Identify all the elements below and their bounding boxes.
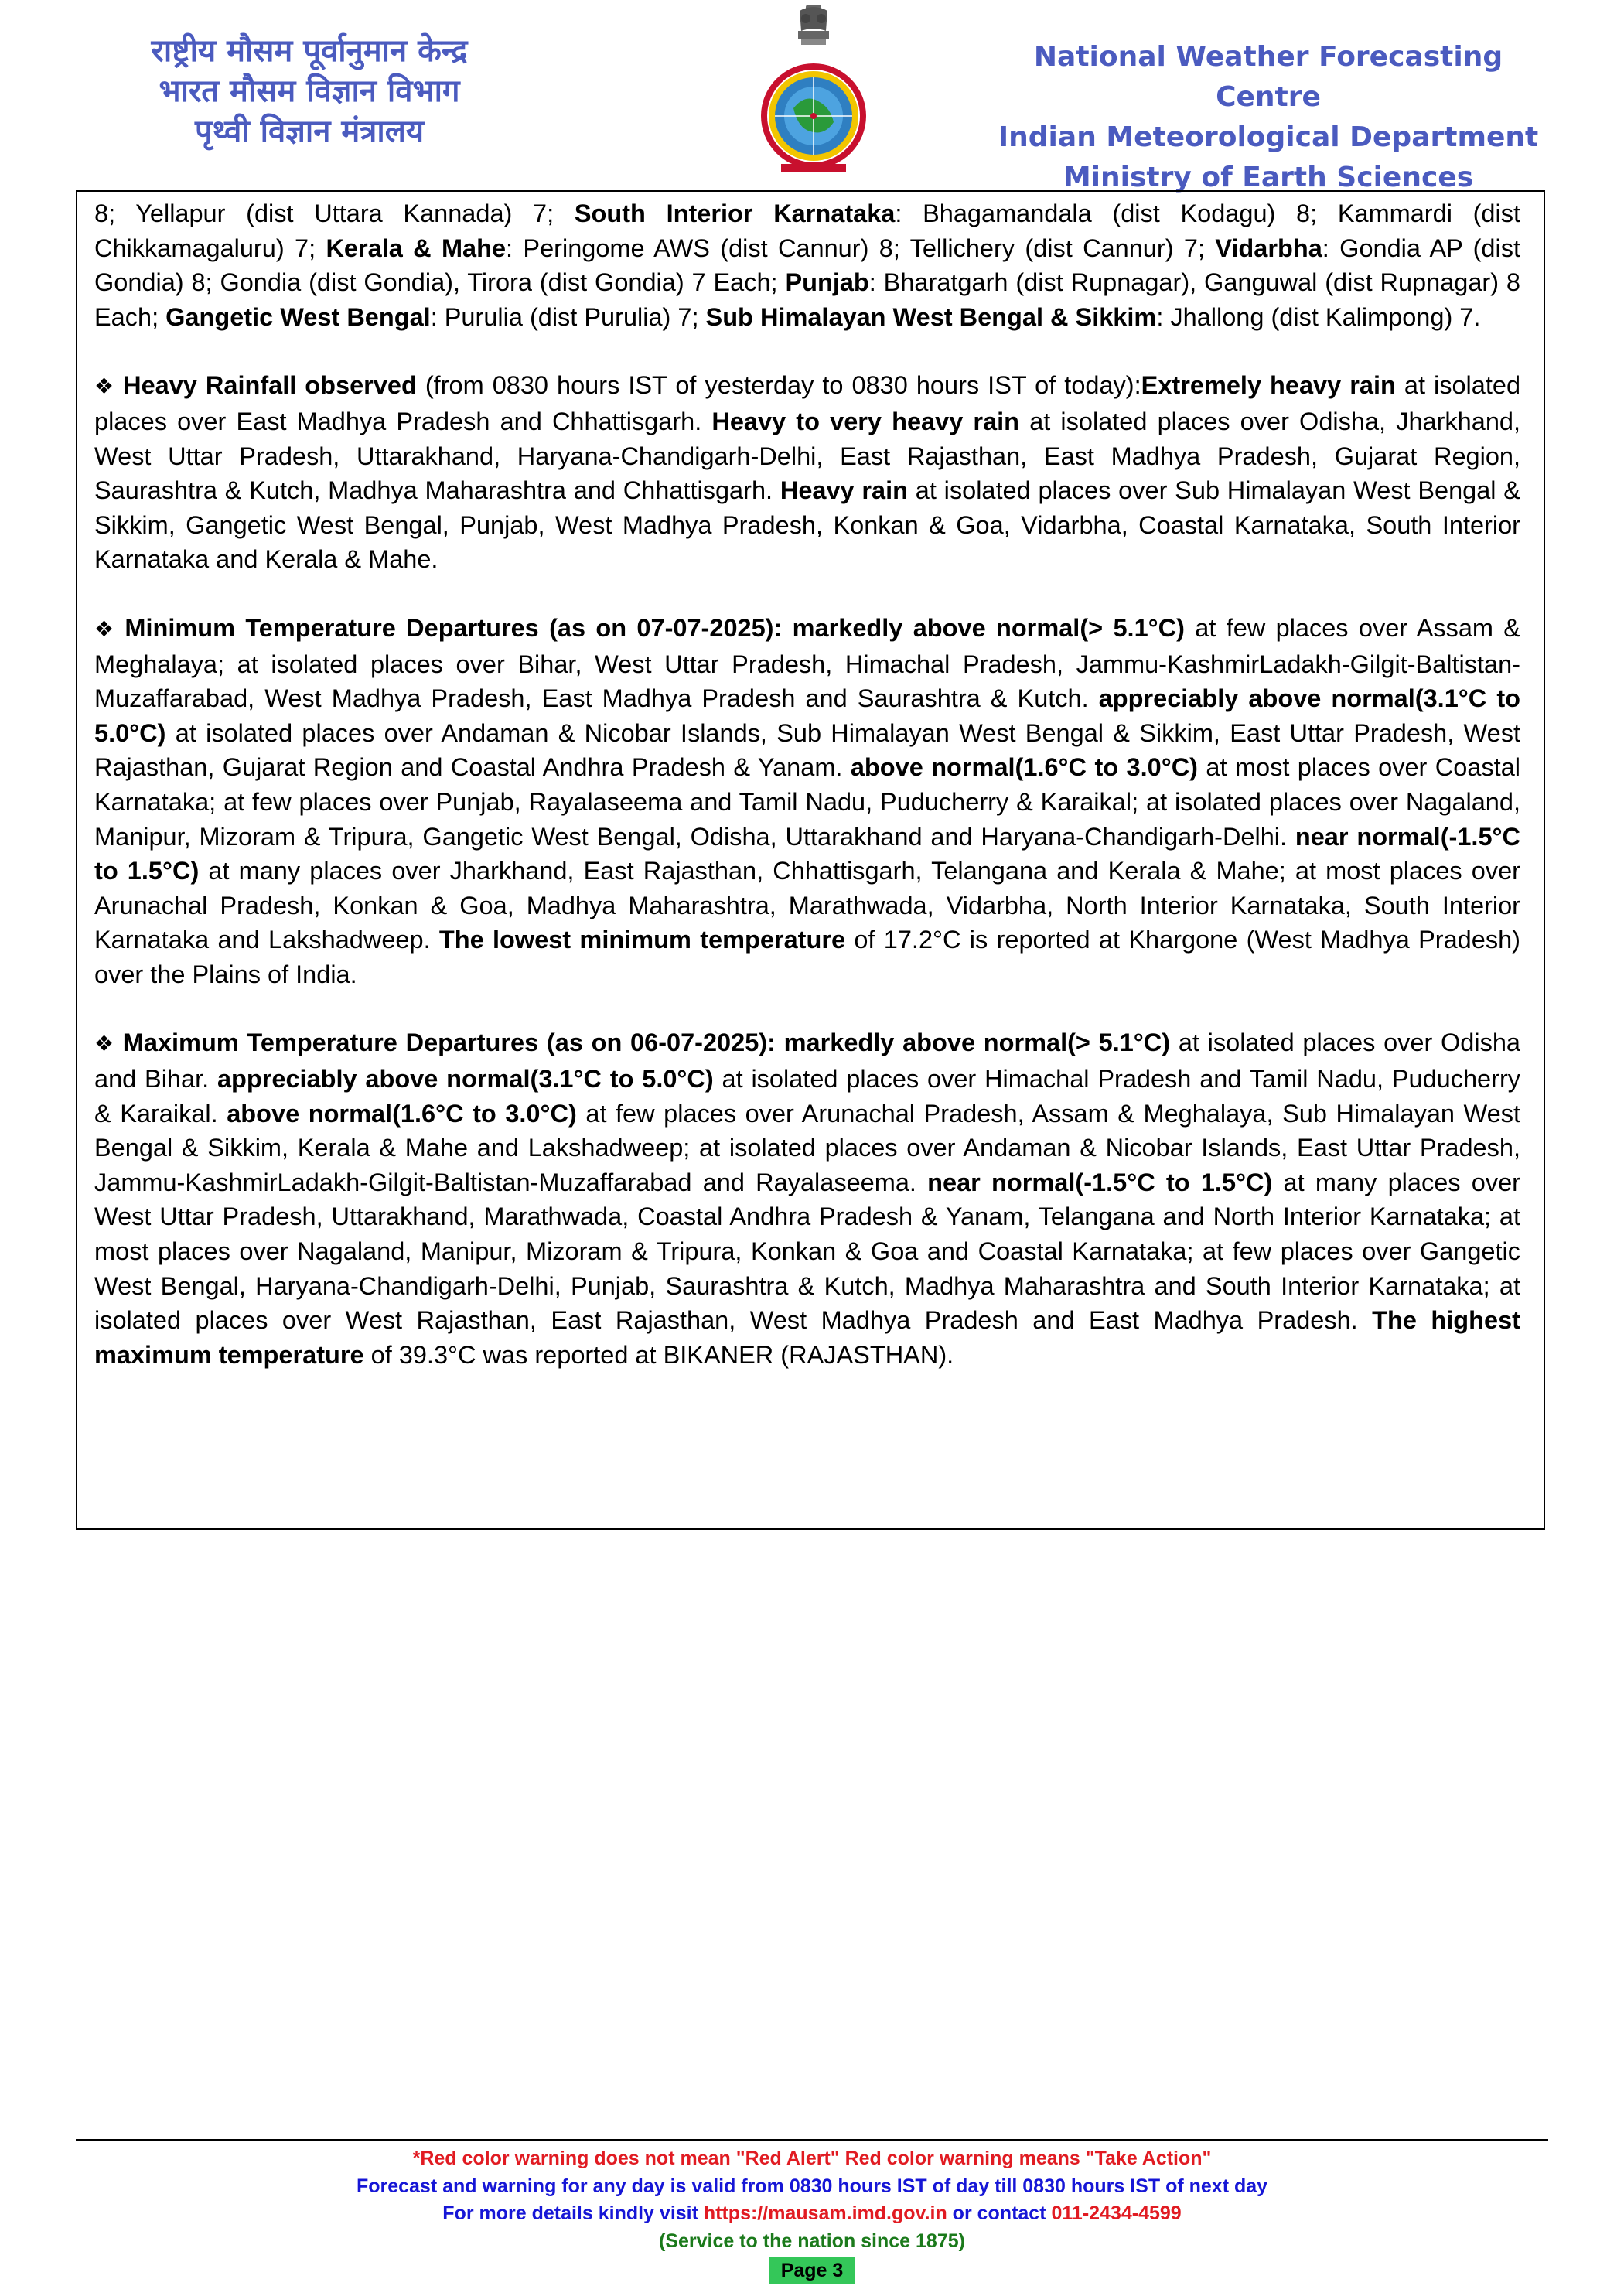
footer-contact-line <box>76 2200 1548 2228</box>
bullet-icon: ❖ <box>94 616 118 641</box>
bulletin-content-box <box>76 190 1545 1530</box>
text-run: at isolated places over Odisha and Bihar. <box>94 1029 1520 1093</box>
text-run: 8; Yellapur (dist Uttara Kannada) 7; <box>94 200 575 227</box>
english-org-name <box>982 37 1554 198</box>
bullet-icon: ❖ <box>94 1032 115 1056</box>
imd-emblem-icon <box>759 0 868 178</box>
hindi-line-1: राष्ट्रीय मौसम पूर्वानुमान केन्द्र <box>151 33 468 69</box>
footer-validity-note: Forecast and warning for any day is valid from 0830 hours IST of day till 0830 hours IST of next day <box>356 2175 1268 2197</box>
bold-text-run: above normal(1.6°C to 3.0°C) <box>227 1099 577 1128</box>
paragraph-heavy-rainfall <box>94 368 1520 577</box>
bullet-icon: ❖ <box>94 374 116 399</box>
text-run: at most places over Coastal Karnataka; at few places over Punjab, Rayalaseema and Tamil Nadu, Puducherry & Karaikal; at isolated places over Nagaland, Manipur, Mizoram & Tripura, Gangetic West Bengal, Odisha, Uttarakhand and Haryana-Chandigarh-Delhi. <box>94 753 1520 851</box>
bold-text-run: Heavy to very heavy rain <box>711 407 1020 435</box>
page-number-badge: Page 3 <box>769 2257 856 2284</box>
paragraph-max-temperature <box>94 1025 1520 1372</box>
bold-text-run: Punjab <box>785 268 869 297</box>
bold-text-run: near normal(-1.5°C to 1.5°C) <box>927 1168 1273 1196</box>
text-run: at many places over Jharkhand, East Rajasthan, Chhattisgarh, Telangana and Kerala & Mahe; at most places over Arunachal Pradesh, Konkan & Goa, Madhya Maharashtra, Marathwada, Vidarbha, North Interior Karnataka, South Interior Karnataka and Lakshadweep. <box>94 857 1520 954</box>
text-run: : Peringome AWS (dist Cannur) 8; Tellichery (dist Cannur) 7; <box>506 234 1216 262</box>
bold-text-run: Gangetic West Bengal <box>165 302 431 331</box>
english-line-3: Ministry of Earth Sciences <box>1063 162 1474 193</box>
bold-text-run: Kerala & Mahe <box>326 234 507 262</box>
text-run: at isolated places over East Madhya Pradesh and Chhattisgarh. <box>94 371 1521 435</box>
footer-contact-mid: or contact <box>947 2202 1052 2224</box>
english-line-1: National Weather Forecasting Centre <box>1033 41 1503 113</box>
text-run: at isolated places over Odisha, Jharkhand, West Uttar Pradesh, Uttarakhand, Haryana-Chandigarh-Delhi, East Rajasthan, East Madhya Pradesh, Gujarat Region, Saurashtra & Kutch, Madhya Maharashtra and Chhattisgarh. <box>94 407 1520 505</box>
bold-text-run: Heavy rain <box>780 476 908 505</box>
bold-text-run: appreciably above normal(3.1°C to 5.0°C) <box>94 684 1520 747</box>
text-run: : Bharatgarh (dist Rupnagar), Ganguwal (dist Rupnagar) 8 Each; <box>94 268 1520 331</box>
bold-text-run: appreciably above normal(3.1°C to 5.0°C) <box>217 1065 714 1093</box>
page-footer <box>76 2139 1548 2285</box>
text-run: at isolated places over Himachal Pradesh and Tamil Nadu, Puducherry & Karaikal. <box>94 1065 1521 1128</box>
text-run: : Purulia (dist Purulia) 7; <box>430 302 706 331</box>
contact-phone: 011-2434-4599 <box>1051 2202 1182 2224</box>
bold-text-run: Extremely heavy rain <box>1141 371 1396 400</box>
imd-website-link[interactable]: https://mausam.imd.gov.in <box>703 2202 947 2224</box>
bold-text-run: near normal(-1.5°C to 1.5°C) <box>94 822 1521 885</box>
text-run: of 17.2°C is reported at Khargone (West Madhya Pradesh) over the Plains of India. <box>94 926 1520 988</box>
bold-text-run: Heavy Rainfall observed <box>123 371 417 400</box>
text-run: : Jhallong (dist Kalimpong) 7. <box>1156 302 1481 331</box>
bold-text-run: Sub Himalayan West Bengal & Sikkim <box>705 302 1157 331</box>
paragraph-min-temperature <box>94 611 1520 992</box>
english-line-2: Indian Meteorological Department <box>998 121 1539 153</box>
text-run: (from 0830 hours IST of yesterday to 0830 hours IST of today): <box>416 371 1141 400</box>
hindi-org-name <box>116 31 503 152</box>
text-run: of 39.3°C was reported at BIKANER (RAJASTHAN). <box>363 1340 954 1369</box>
bold-text-run: South Interior Karnataka <box>574 200 896 227</box>
footer-red-warning-note: *Red color warning does not mean "Red Alert" Red color warning means "Take Action" <box>412 2148 1212 2169</box>
text-run: at isolated places over Andaman & Nicobar Islands, Sub Himalayan West Bengal & Sikkim, East Uttar Pradesh, West Rajasthan, Gujarat Region and Coastal Andhra Pradesh & Yanam. <box>94 718 1520 782</box>
hindi-line-2: भारत मौसम विज्ञान विभाग <box>159 73 460 109</box>
bold-text-run: Minimum Temperature Departures (as on 07-07-2025): markedly above normal(> 5.1°C) <box>125 613 1185 642</box>
page-header <box>0 0 1624 193</box>
bold-text-run: The highest maximum temperature <box>94 1306 1520 1369</box>
bold-text-run: Maximum Temperature Departures (as on 06-07-2025): markedly above normal(> 5.1°C) <box>122 1029 1171 1057</box>
bold-text-run: above normal(1.6°C to 3.0°C) <box>850 753 1199 782</box>
paragraph-rainfall-stations <box>94 196 1520 334</box>
text-run: at few places over Arunachal Pradesh, Assam & Meghalaya, Sub Himalayan West Bengal & Sikkim, Kerala & Mahe and Lakshadweep; at isolated places over Andaman & Nicobar Islands, East Uttar Pradesh, Jammu-KashmirLadakh-Gilgit-Baltistan-Muzaffarabad and Rayalaseema. <box>94 1099 1520 1196</box>
text-run: at few places over Assam & Meghalaya; at isolated places over Bihar, West Uttar Pradesh, Himachal Pradesh, Jammu-KashmirLadakh-Gilgit-Baltistan-Muzaffarabad, West Madhya Pradesh, East Madhya Pradesh and Saurashtra & Kutch. <box>94 613 1520 713</box>
footer-contact-prefix: For more details kindly visit <box>442 2202 704 2224</box>
bold-text-run: The lowest minimum temperature <box>438 926 846 954</box>
hindi-line-3: पृथ्वी विज्ञान मंत्रालय <box>194 114 425 149</box>
bold-text-run: Vidarbha <box>1215 234 1322 262</box>
footer-service-note: (Service to the nation since 1875) <box>659 2229 965 2252</box>
text-run: : Gondia AP (dist Gondia) 8; Gondia (dist Gondia), Tirora (dist Gondia) 7 Each; <box>94 234 1520 297</box>
text-run: at many places over West Uttar Pradesh, Uttarakhand, Marathwada, Coastal Andhra Pradesh & Yanam, Telangana and North Interior Karnataka; at most places over Nagaland, Manipur, Mizoram & Tripura, Konkan & Goa and Coastal Karnataka; at few places over Gangetic West Bengal, Haryana-Chandigarh-Delhi, Punjab, Saurashtra & Kutch, Madhya Maharashtra and South Interior Karnataka; at isolated places over West Rajasthan, East Rajasthan, West Madhya Pradesh and East Madhya Pradesh. <box>94 1168 1520 1335</box>
text-run: : Bhagamandala (dist Kodagu) 8; Kammardi (dist Chikkamagaluru) 7; <box>94 200 1521 262</box>
text-run: at isolated places over Sub Himalayan West Bengal & Sikkim, Gangetic West Bengal, Punjab, West Madhya Pradesh, Konkan & Goa, Vidarbha, Coastal Karnataka, South Interior Karnataka and Kerala & Mahe. <box>94 476 1520 574</box>
